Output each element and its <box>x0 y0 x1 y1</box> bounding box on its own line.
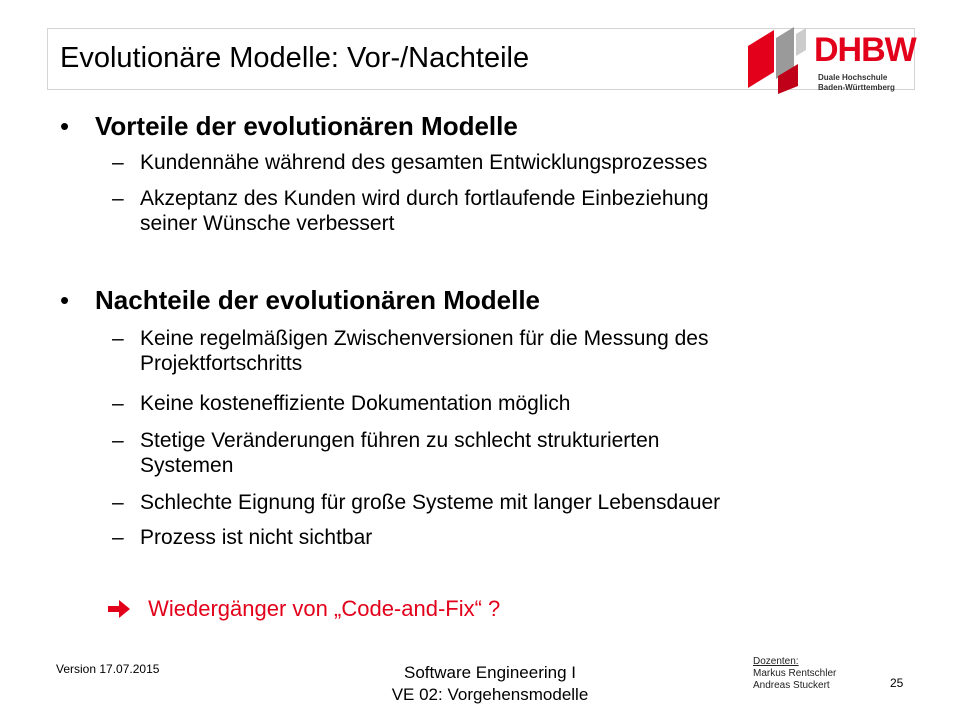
list-item-text: Projektfortschritts <box>140 352 303 375</box>
list-item <box>140 186 900 236</box>
course-title: Software Engineering I <box>404 663 576 682</box>
conclusion-text: Wiedergänger von „Code-and-Fix“ ? <box>148 596 501 621</box>
dash-icon: – <box>112 187 124 210</box>
dash-icon: – <box>112 526 124 549</box>
list-item <box>140 150 900 175</box>
section-heading-disadvantages: Nachteile der evolutionären Modelle <box>95 285 540 315</box>
dash-icon: – <box>112 327 124 350</box>
list-item-text: Prozess ist nicht sichtbar <box>140 526 373 549</box>
logo-wordmark: DHBW <box>814 31 916 69</box>
dash-icon: – <box>112 392 124 415</box>
list-item <box>140 525 900 550</box>
list-item <box>140 391 900 416</box>
dhbw-logo-mark-icon <box>748 24 808 94</box>
lecturer-name: Andreas Stuckert <box>753 680 830 691</box>
list-item <box>140 428 900 478</box>
slide-title: Evolutionäre Modelle: Vor-/Nachteile <box>60 42 530 74</box>
dhbw-logo <box>748 24 916 94</box>
list-item-text: Systemen <box>140 454 234 477</box>
list-item-text: Akzeptanz des Kunden wird durch fortlaufende Einbeziehung <box>140 187 709 210</box>
list-item-text: Schlechte Eignung für große Systeme mit langer Lebensdauer <box>140 491 721 514</box>
version-label: Version 17.07.2015 <box>56 662 160 676</box>
lecturers-block <box>753 656 836 692</box>
list-item-text: Keine kosteneffiziente Dokumentation möglich <box>140 392 571 415</box>
logo-subtitle-line-2: Baden-Württemberg <box>818 83 895 92</box>
list-item-text: seiner Wünsche verbessert <box>140 212 395 235</box>
lecturer-name: Markus Rentschler <box>753 668 837 679</box>
list-item <box>140 326 900 376</box>
dash-icon: – <box>112 429 124 452</box>
logo-subtitle-line-1: Duale Hochschule <box>818 73 888 82</box>
list-item-text: Keine regelmäßigen Zwischenversionen für die Messung des <box>140 327 709 350</box>
section-heading-advantages: Vorteile der evolutionären Modelle <box>95 111 518 141</box>
right-arrow-icon <box>108 596 130 622</box>
list-item <box>140 490 900 515</box>
dash-icon: – <box>112 151 124 174</box>
conclusion-line <box>108 596 500 622</box>
dash-icon: – <box>112 491 124 514</box>
page-number: 25 <box>890 676 904 690</box>
list-item-text: Kundennähe während des gesamten Entwicklungsprozesses <box>140 151 708 174</box>
list-item-text: Stetige Veränderungen führen zu schlecht strukturierten <box>140 429 660 452</box>
course-unit: VE 02: Vorgehensmodelle <box>391 685 589 704</box>
course-label <box>370 662 610 706</box>
lecturers-label: Dozenten: <box>753 656 799 667</box>
bullet-icon: • <box>60 111 70 141</box>
bullet-icon: • <box>60 285 70 315</box>
